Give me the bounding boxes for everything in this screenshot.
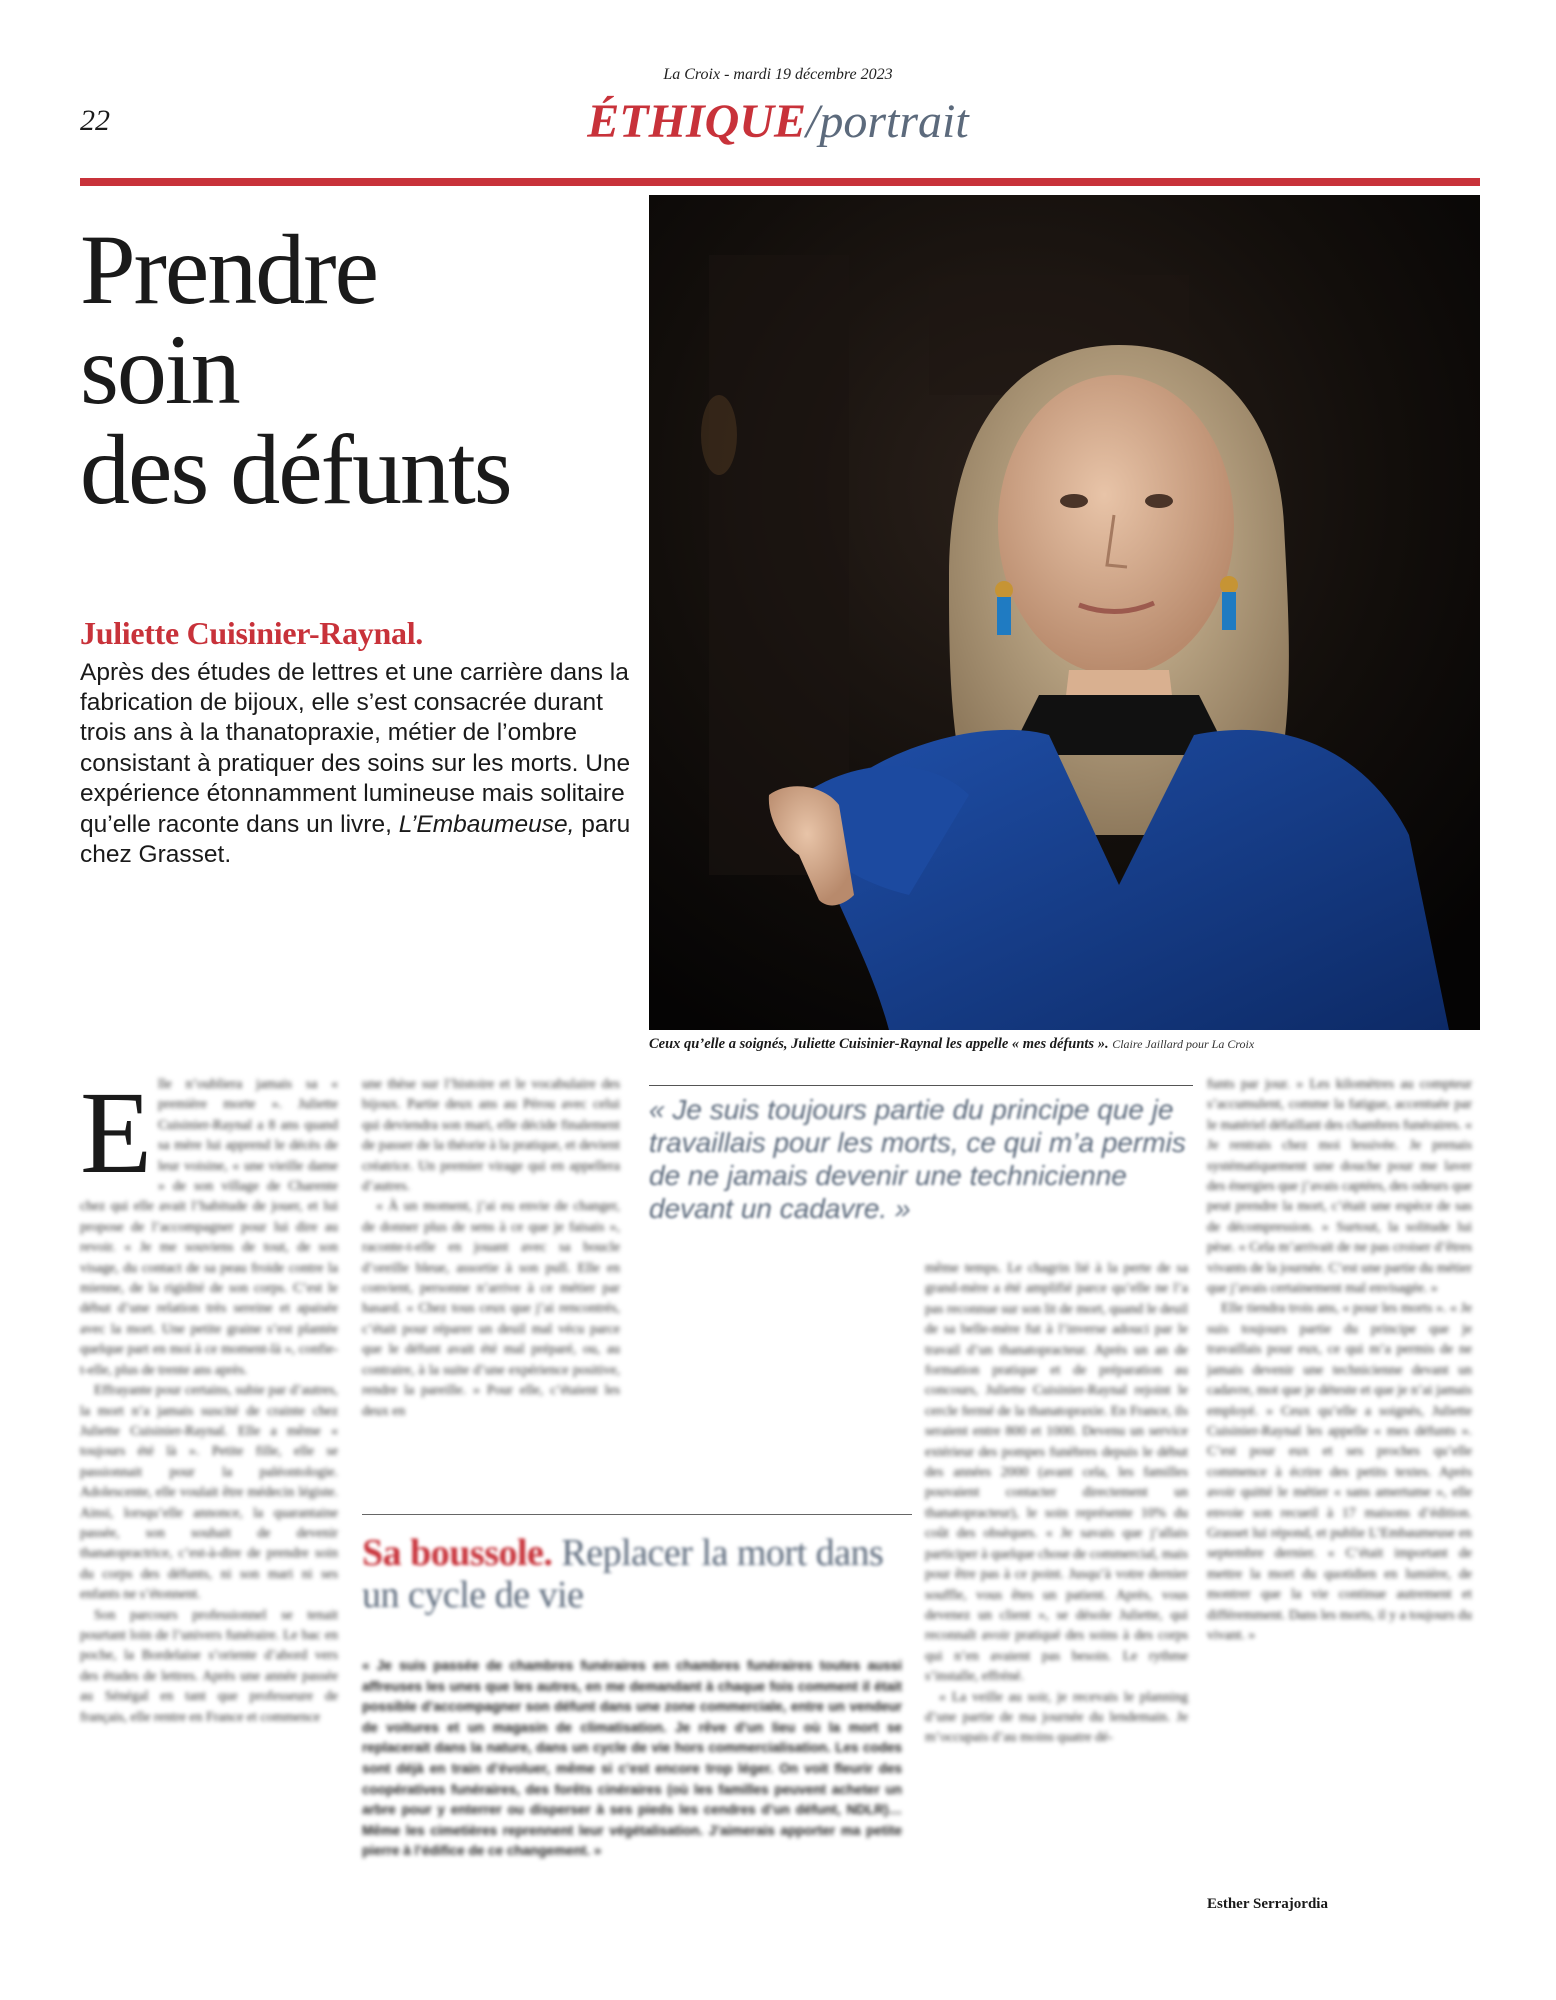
article-column-1 [80, 1067, 338, 1926]
paragraph: Son parcours professionnel se tenait pourtant loin de l’univers funéraire. Le bac en poche, la Bordelaise s’oriente d’abord vers des études de lettres. Après une année passée au Sénégal en tant que professeure de français, elle rentre en France et commence [80, 1606, 338, 1724]
paragraph: Elle tiendra trois ans, « pour les morts ». « Je suis toujours partie du principe que je travaillais pour eux, ce qui m’a permis de ne jamais devenir une technicienne devant un cadavre, mot que je déteste et que je n’ai jamais employé. » Ceux qu’elle a soignés, Juliette Cuisinier-Raynal les appelle « mes défunts ». C’est pour eux et ses proches qu’elle commence à écrire des petits textes. Après avoir quitté le métier « sans amertume », elle envoie son recueil à 17 maisons d’édition. Grasset lui répond, et publie L’Embaumeuse en septembre dernier. « C’était important de mettre la mort du quotidien en lumière, de montrer que la vie continue autrement et différemment. Dans les morts, il y a toujours du vivant. » [1207, 1300, 1472, 1642]
paragraph: Effrayante pour certains, subie par d’autres, la mort n’a jamais suscité de crainte chez Juliette Cuisinier-Raynal. Elle a même « toujours été là ». Petite fille, elle se passionnait pour la paléontologie. Adolescente, elle voulait être médecin légiste. Ainsi, lorsqu’elle annonce, la quarantaine passée, son souhait de devenir thanatopractrice, c’est-à-dire de prendre soin du corps des défunts, ni son mari ni ses enfants ne s’étonnent. [80, 1382, 338, 1602]
article-column-4 [1207, 1074, 1472, 1892]
rubric-sub: portrait [819, 95, 969, 148]
boussole-rule [362, 1514, 912, 1515]
boussole-title: Replacer la mort dans un cycle de vie [362, 1532, 884, 1616]
boussole-label: Sa boussole. [362, 1532, 553, 1574]
intro-text: Après des études de lettres et une carrière dans la fabrication de bijoux, elle s’est consacrée durant trois ans à la thanatopraxie, métier de l’ombre consistant à pratiquer des soins sur les morts. Une expérience étonnamment lumineuse mais solitaire qu’elle raconte dans un livre, [80, 658, 631, 838]
dropcap-spacer [80, 1074, 158, 1182]
portrait-photo [649, 195, 1480, 1030]
book-title: L’Embaumeuse, [398, 810, 575, 838]
caption-text: Ceux qu’elle a soignés, Juliette Cuisinier-Raynal les appelle « mes défunts ». [649, 1036, 1109, 1052]
intro-chapo [80, 614, 640, 870]
paragraph: même temps. Le chagrin lié à la perte de sa grand-mère a été amplifié parce qu’elle ne l’a pas reconnue sur son lit de mort, quand le deuil de sa belle-mère fut à l’inverse adouci par le travail d’un thanatopracteur. Après un an de formation pratique et de préparation au concours, Juliette Cuisinier-Raynal rejoint le cercle fermé de la thanatopraxie. En France, ils seraient entre 800 et 1000. Devenu un service extérieur des pompes funèbres depuis le début des années 2000 (avant cela, les familles pouvaient contacter directement un thanatopracteur), le soin représente 10% du coût des obsèques. « Je savais que j’allais participer à quelque chose de commercial, mais pour être pas à ce point. Jusqu’à votre dernier souffle, vous êtes un patient. Après, vous devenez un client », se désole Juliette, qui reconnaît avoir pratiqué des soins à des corps qui n’en avaient pas besoin. Le rythme s’installe, effréné. [925, 1260, 1188, 1684]
portrait-illustration [649, 195, 1480, 1030]
top-rule [80, 178, 1480, 186]
paragraph: une thèse sur l’histoire et le vocabulaire des bijoux. Partie deux ans au Pérou avec celui qui deviendra son mari, elle décide finalement de passer de la théorie à la pratique, et devient créatrice. Un premier virage qui en appellera d’autres. [362, 1076, 620, 1194]
boussole-heading [362, 1532, 922, 1616]
photo-credit: Claire Jaillard pour La Croix [1112, 1037, 1255, 1051]
article-column-3 [925, 1258, 1188, 1924]
paragraph: « À un moment, j’ai eu envie de changer, de donner plus de sens à ce que je faisais », raconte-t-elle en jouant avec sa boucle d’oreille bleue, assortie à son pull. Elle en convient, personne n’arrive à ce métier par hasard. « Chez tous ceux que j’ai rencontrés, c’était pour réparer un deuil mal vécu parce que le défunt avait été mal préparé, ou, au contraire, à la suite d’une expérience positive, rendre la pareille. » Pour elle, c’étaient les deux en [362, 1198, 620, 1418]
section-rubric [0, 95, 1556, 148]
rubric-main: ÉTHIQUE [587, 95, 806, 148]
subject-name: Juliette Cuisinier-Raynal. [80, 615, 423, 651]
newspaper-folio: La Croix - mardi 19 décembre 2023 [663, 66, 893, 83]
byline: Esther Serrajordia [1207, 1896, 1328, 1912]
pull-quote: « Je suis toujours partie du principe que je travaillais pour les morts, ce qui m’a permis de ne jamais devenir une technicienne devant un cadavre. » [649, 1094, 1186, 1224]
rubric-separator: / [805, 95, 820, 148]
headline-line-2: soin [80, 314, 239, 425]
photo-caption [649, 1036, 1480, 1053]
headline [80, 214, 640, 525]
paragraph: lle n’oubliera jamais sa « première morte ». Juliette Cuisinier-Raynal a 8 ans quand sa mère lui apprend le décès de leur voisine, « une vieille dame » de son village de Charente chez qui elle avait l’habitude de jouer, et lui propose de l’accompagner pour lui dire au revoir. « Je me souviens de tout, de son visage, du contact de sa peau froide contre la mienne, de la rigidité de son corps. C’est le début d’une relation très sereine et apaisée avec la mort. Une petite graine s’est plantée quelque part en moi à ce moment-là », confie-t-elle, plus de trente ans après. [80, 1076, 338, 1377]
article-column-2 [362, 1074, 620, 1508]
headline-line-1: Prendre [80, 214, 377, 325]
paragraph: « La veille au soir, je recevais le planning d’une partie de ma journée du lendemain. Je m’occupais d’au moins quatre dé- [925, 1688, 1188, 1745]
paragraph: funts par jour. » Les kilomètres au compteur s’accumulent, comme la fatigue, accentuée par le matériel défaillant des chambres funéraires. « Je rentrais chez moi lessivée. Je prenais systématiquement une douche pour me laver des énergies que j’avais captées, des odeurs que peut prendre la mort, c’était une espèce de sas de décompression. » Surtout, la solitude lui pèse. « Cela m’arrivait de ne pas croiser d’êtres vivants de la journée. C’est une partie du métier que j’avais certainement mal envisagée. » [1207, 1076, 1472, 1296]
pull-quote-rule [649, 1085, 1193, 1086]
intro-text-end: paru chez Grasset. [80, 810, 631, 868]
dropcap: E [80, 1067, 153, 1198]
boussole-body: « Je suis passée de chambres funéraires en chambres funéraires toutes aussi affreuses les unes que les autres, en me demandant à chaque fois comment il était possible d’accompagner son défunt dans une zone commerciale, entre un vendeur de voitures et un magasin de climatisation. Je rêve d’un lieu où la mort se replacerait dans la nature, dans un cycle de vie hors commercialisation. Les codes sont déjà en train d’évoluer, même si c’est encore trop léger. On voit fleurir des coopératives funéraires, des forêts cinéraires (où les familles peuvent acheter un arbre pour y enterrer ou disperser à ses pieds les cendres d’un défunt, NDLR)… Même les cimetières reprennent leur végétalisation. J’aimerais apporter ma petite pierre à l’édifice de ce changement. » [362, 1658, 902, 1859]
page-number: 22 [80, 104, 110, 137]
headline-line-3: des défunts [80, 414, 511, 525]
